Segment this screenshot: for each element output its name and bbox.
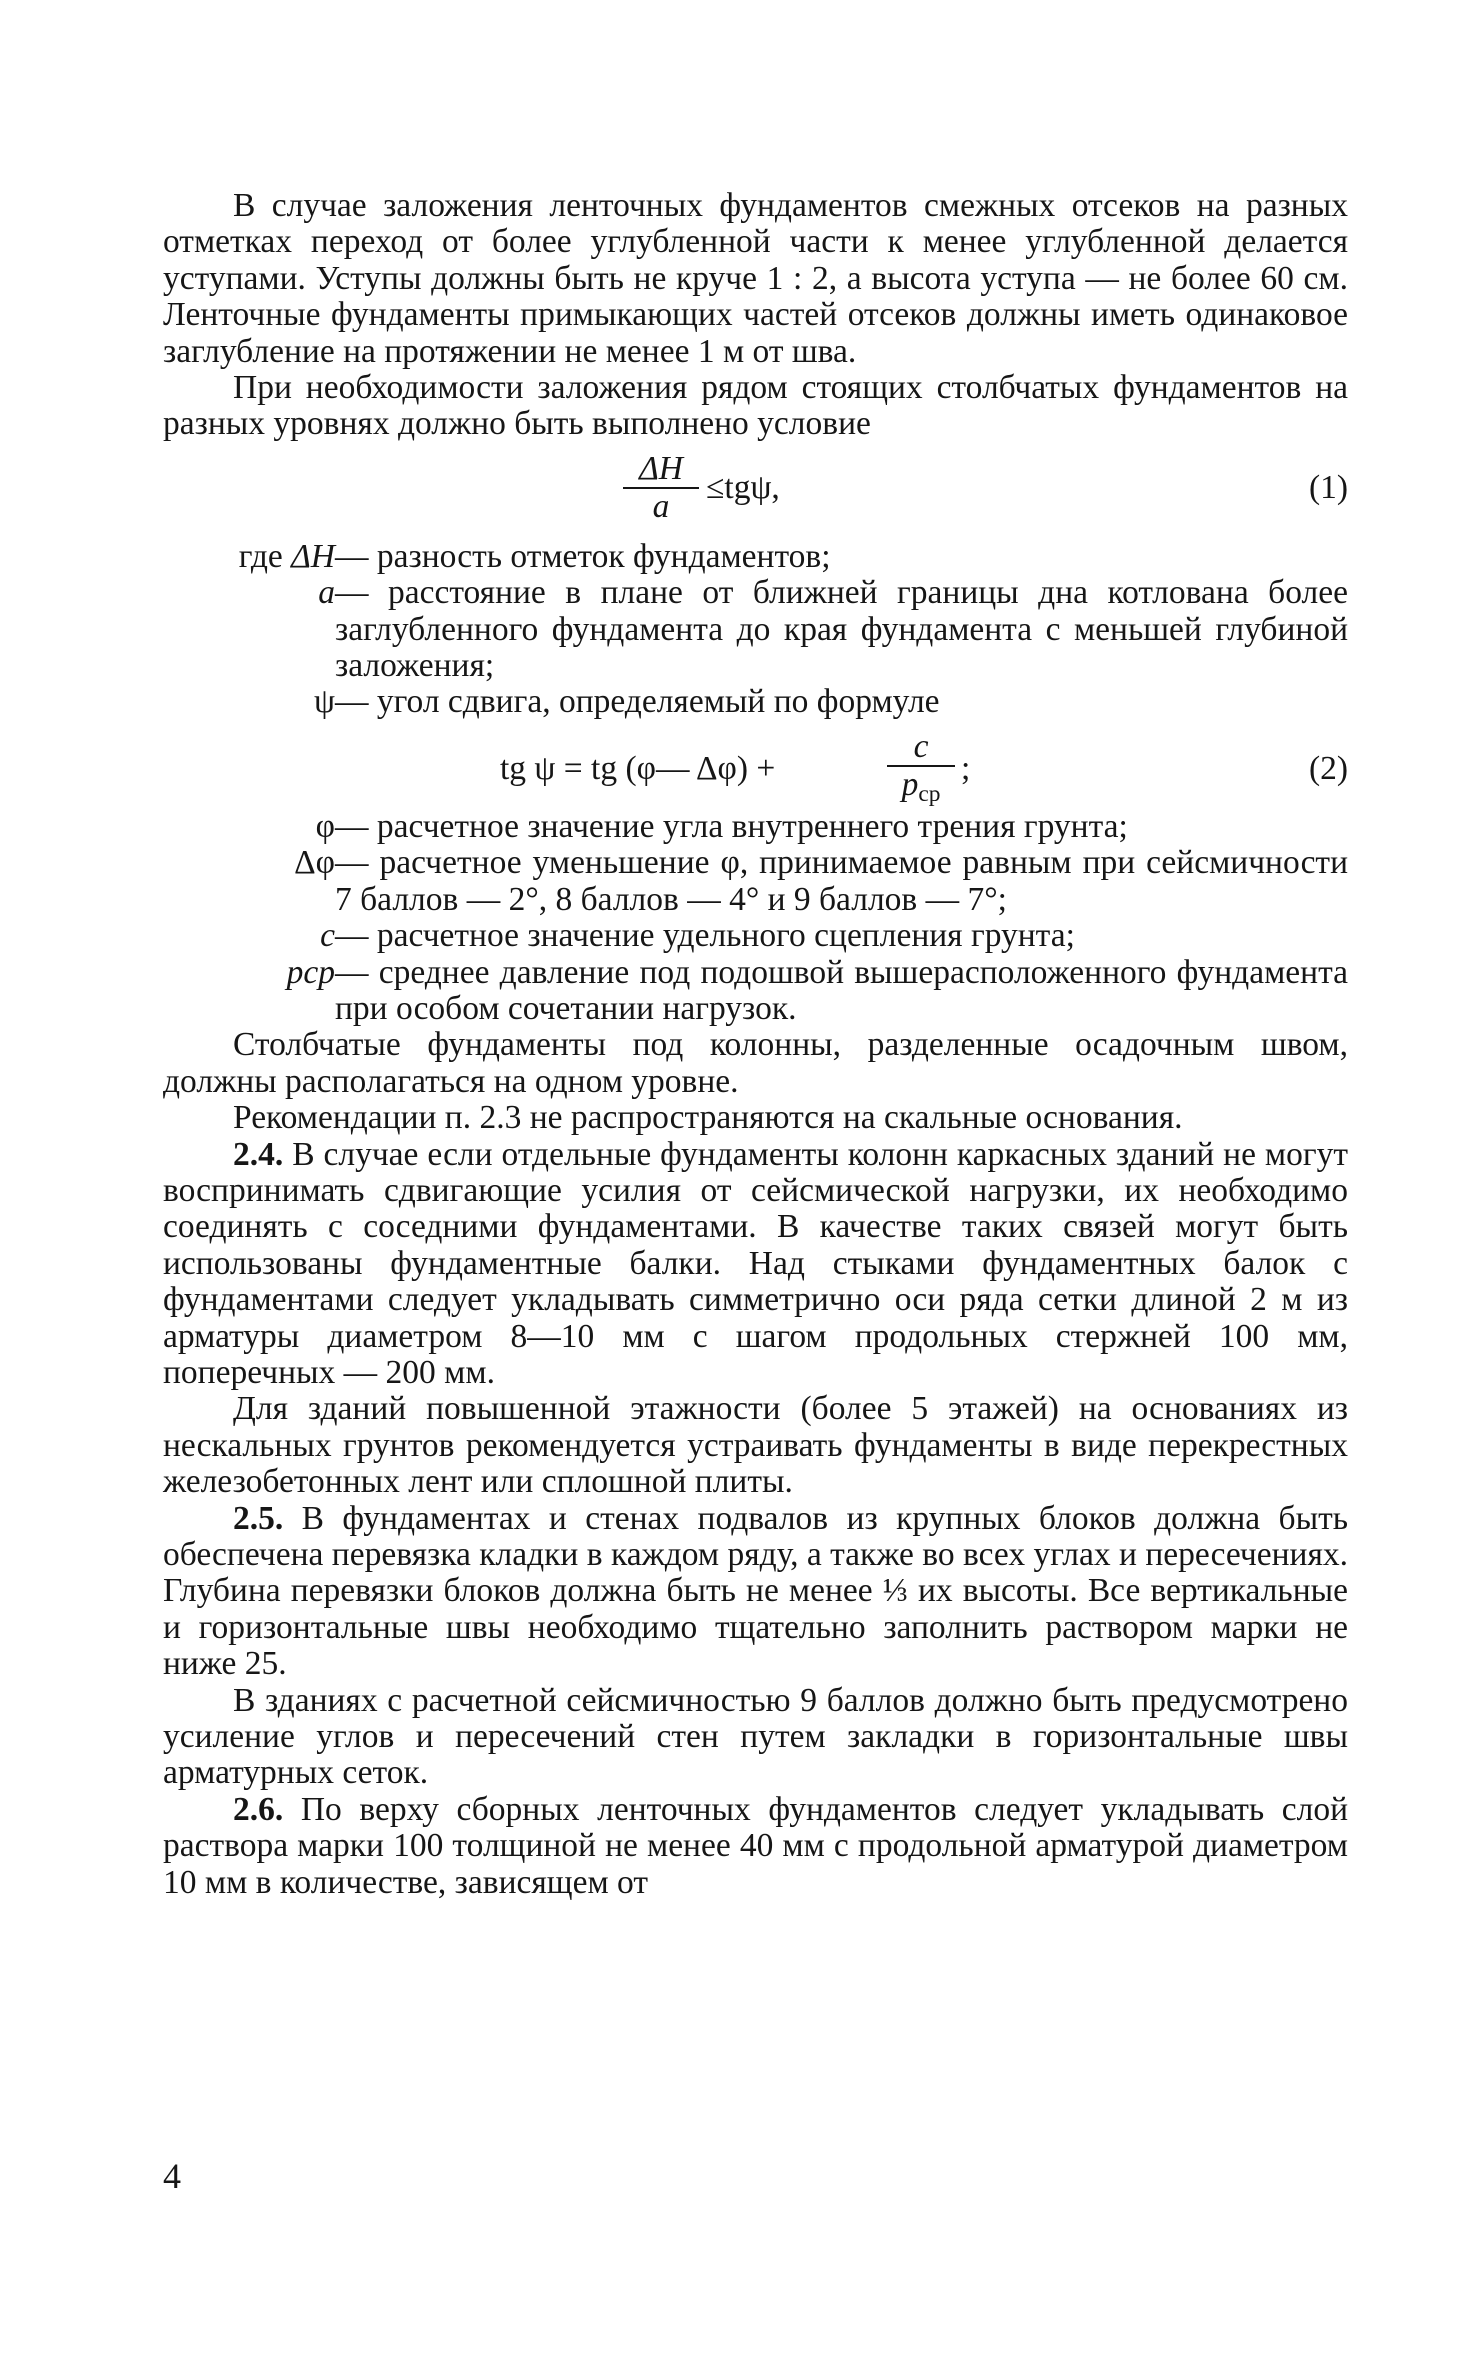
paragraph (163, 1792, 1348, 1901)
definition-row (163, 955, 1348, 1028)
paragraph: При необходимости заложения рядом стоящих столбчатых фундаментов на разных уровнях должно быть выполнено условие (163, 369, 1348, 443)
definition-row (163, 809, 1348, 845)
paragraph: В случае заложения ленточных фундаментов смежных отсеков на разных отметках переход от более углубленной части к менее углубленной делается уступами. Уступы должны быть не круче 1 : 2, а высота уступа — не более 60 см. Ленточные фундаменты примыкающих частей отсеков должны иметь одинаковое заглубление на протяжении не менее 1 м от шва. (163, 187, 1348, 370)
definition-text: — расчетное значение удельного сцепления грунта; (335, 917, 1075, 955)
formula-2-numerator: c (913, 727, 929, 765)
definition-text: — разность отметок фундаментов; (335, 537, 831, 575)
formula-2-lhs: tg ψ = tg (φ— Δφ) + (500, 749, 776, 787)
paragraph-text: В фундаментах и стенах подвалов из крупных блоков должна быть обеспечена перевязка кладки в каждом ряду, а также во всех углах и пересечениях. Глубина перевязки блоков должна быть не менее ⅓ их высоты. Все вертикальные и горизонтальные швы необходимо тщательно заполнить раствором марки не ниже 25. (163, 1499, 1349, 1683)
paragraph: В зданиях с расчетной сейсмичностью 9 баллов должно быть предусмотрено усиление углов и пересечений стен путем закладки в горизонтальные швы арматурных сеток. (163, 1681, 1348, 1792)
paragraph: Столбчатые фундаменты под колонны, разделенные осадочным швом, должны располагаться на одном уровне. (163, 1026, 1348, 1100)
paragraph: Рекомендации п. 2.3 не распространяются на скальные основания. (233, 1099, 1183, 1137)
paragraph (163, 1501, 1348, 1683)
formula-2-denominator: p (901, 766, 919, 804)
formula-1-rhs: ≤tgψ, (706, 468, 780, 506)
definition-symbol: Δφ (294, 844, 335, 882)
formula-1 (163, 443, 1348, 539)
definition-row (163, 575, 1348, 684)
definition-row (163, 539, 1348, 575)
definition-text: — угол сдвига, определяемый по формуле (335, 683, 940, 721)
formula-2 (163, 721, 1348, 809)
paragraph: Для зданий повышенной этажности (более 5 этажей) на основаниях из нескальных грунтов рекомендуется устраивать фундаменты в виде перекрестных железобетонных лент или сплошной плиты. (163, 1390, 1348, 1501)
definition-row (163, 684, 1348, 720)
definitions-2 (163, 809, 1348, 1027)
definition-symbol: pср (286, 953, 335, 991)
paragraph-text: В случае если отдельные фундаменты колонн каркасных зданий не могут воспринимать сдвигающие усилия от сейсмической нагрузки, их необходимо соединять с соседними фундаментами. В качестве таких связей могут быть использованы фундаментные балки. Над стыками фундаментных балок с фундаментами следует укладывать симметрично оси ряда сетки длиной 2 м из арматуры диаметром 8—10 мм с шагом продольных стержней 100 мм, поперечных — 200 мм. (163, 1135, 1349, 1391)
definition-symbol: ΔH (291, 537, 335, 575)
definition-row (163, 918, 1348, 954)
section-number: 2.5. (233, 1499, 284, 1537)
definition-symbol: ψ (314, 683, 335, 721)
definition-symbol: c (320, 917, 335, 955)
paragraph (163, 1137, 1348, 1392)
definitions-1 (163, 539, 1348, 721)
page-body (163, 188, 1348, 1901)
formula-1-denominator: a (623, 487, 699, 525)
section-number: 2.4. (233, 1135, 284, 1173)
definition-text: — расчетное значение угла внутреннего трения грунта; (335, 807, 1128, 845)
formula-2-tail: ; (961, 749, 971, 787)
definition-symbol: a (318, 574, 335, 612)
formula-1-number: (1) (1308, 468, 1348, 506)
definition-symbol: φ (315, 807, 335, 845)
formula-2-number: (2) (1308, 749, 1348, 787)
page-number: 4 (163, 2156, 181, 2196)
definition-row (163, 845, 1348, 918)
formula-1-numerator: ΔH (639, 449, 683, 487)
paragraph-text: По верху сборных ленточных фундаментов следует укладывать слой раствора марки 100 толщиной не менее 40 мм с продольной арматурой диаметром 10 мм в количестве, зависящем от (163, 1790, 1348, 1901)
definition-text: — расчетное уменьшение φ, принимаемое равным при сейсмичности 7 баллов — 2°, 8 баллов — 4° и 9 баллов — 7°; (335, 844, 1348, 918)
where-word: где (238, 537, 283, 575)
definition-text: — среднее давление под подошвой вышерасположенного фундамента при особом сочетании нагрузок. (335, 953, 1348, 1027)
definition-text: — расстояние в плане от ближней границы дна котлована более заглубленного фундамента до края фундамента с меньшей глубиной заложения; (335, 574, 1348, 685)
section-number: 2.6. (233, 1790, 284, 1828)
formula-2-denominator-sub: ср (918, 781, 941, 808)
